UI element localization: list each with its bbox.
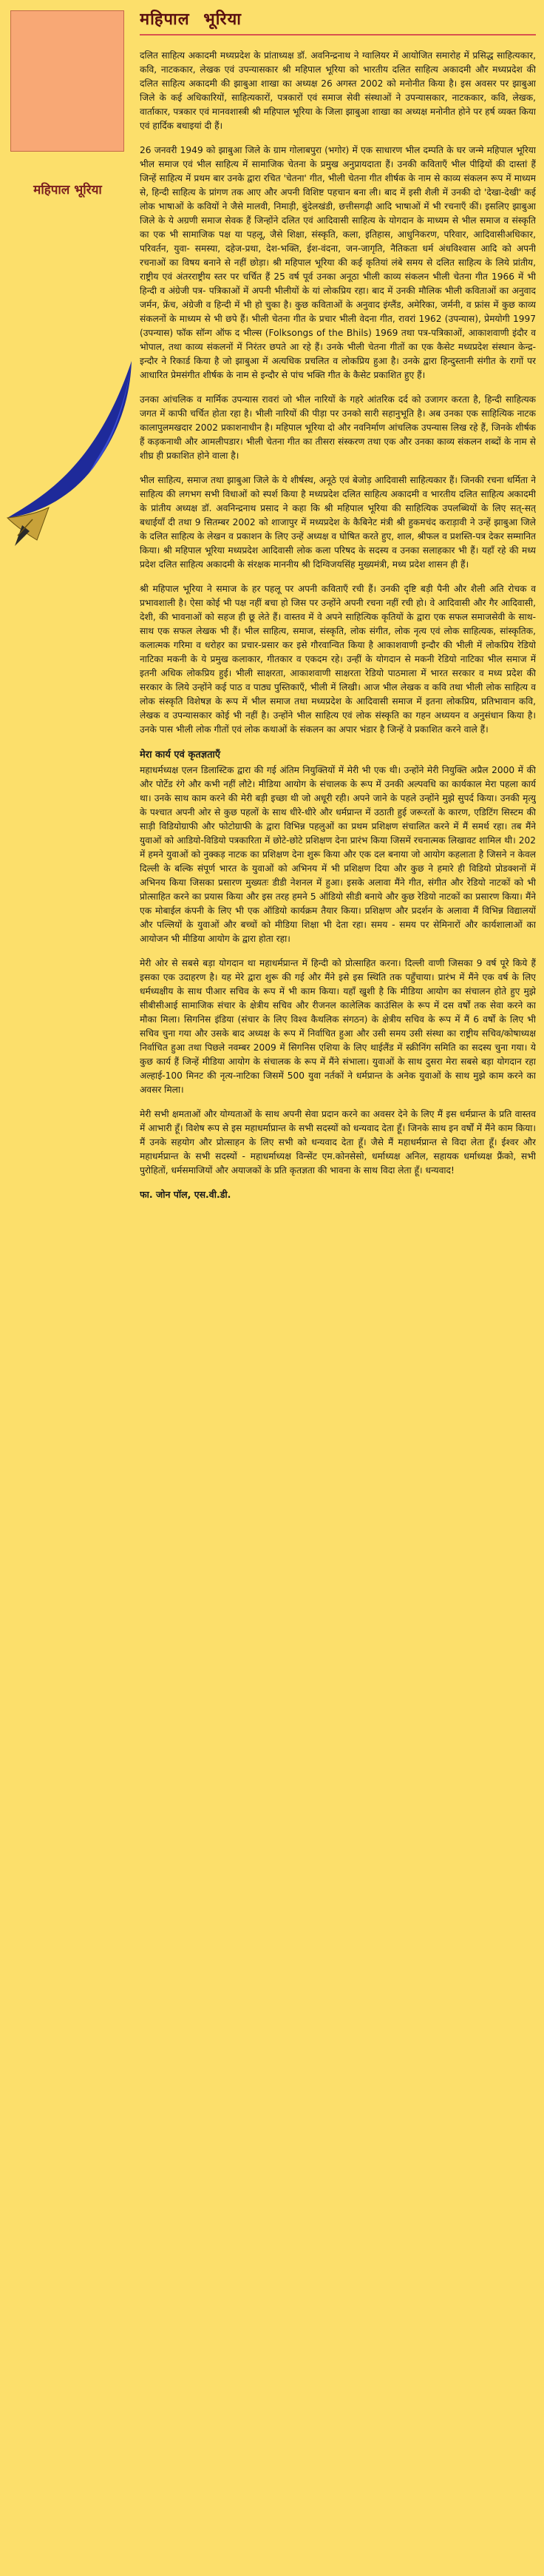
paragraph-4: भील साहित्य, समाज तथा झाबुआ जिले के ये शीर्षस्थ, अनूठे एवं बेजोड़ आदिवासी साहित्यकार हैं। जिनकी रचना धर्मिता ने साहित्य की लगभग सभी विधाओं को स्पर्श किया है मध्यप्रदेश दलित साहित्य अकादमी व भारतीय दलित साहित्य अकादमी के प्रांतीय अध्यक्ष डॉ. अवनिन्द्रनाथ प्रसाद ने कहा कि श्री महिपाल भूरिया की साहित्यिक उपलब्धियों के लिए सत्-सत् बधाईयाँ दी तथा 9 सितम्बर 2002 को शाजापुर में मध्यप्रदेश के कैबिनेट मंत्री श्री हुकमचंद कराड़ावी ने उन्हें झाबुआ जिले के दलित साहित्य के लेखन व प्रकाशन के लिए उन्हें अध्यक्ष व घोषित करते हुए, शाल, श्रीफल व प्रशस्ति-पत्र देकर सम्मानित किया। श्री महिपाल भूरिया मध्यप्रदेश आदिवासी लोक कला परिषद के सदस्य व उनका सलाहकार भी हैं। यहाँ रहे की मध्य प्रदेश दलित साहित्य अकादमी के संरक्षक माननीय श्री दिग्विजयसिंह मुख्यमंत्री, मध्य प्रदेश शासन ही हैं। (140, 475, 536, 570)
paragraph-2: 26 जनवरी 1949 को झाबुआ जिले के ग्राम गोलाबपुरा (भगोर) में एक साधारण भील दम्पति के घर जन्मे महिपाल भूरिया भील समाज एवं भील साहित्य में सामाजिक चेतना के प्रमुख अनुप्रायदाता हैं। उनकी कविताएँ भील पीढ़ियों की दास्तां हैं जिन्हें साहित्य में प्रथम बार उनके द्वारा रचित 'चेतना' गीत, भीली चेतना गीत शीर्षक के नाम से काव्य संकलन रूप में माध्यम से, हिन्दी साहित्य के प्रांगण तक आए और अपनी विशिष्ट पहचान बना ली। बाद में इसी शैली में उनकी दो 'देखा-देखी' कई लोक भाषाओं के कवियों ने जैसे मालवी, निमाड़ी, बुंदेलखंडी, छत्तीसगढ़ी आदि भाषाओं में भी रचनाएँ कीं। इसलिए झाबुआ जिले के ये अग्रणी समाज सेवक हैं जिन्होंने दलित एवं आदिवासी साहित्य के योगदान के माध्यम से भील समाज व संस्कृति का एक भी सामाजिक पक्ष या पहलू, जैसे शिक्षा, संस्कृति, कला, इतिहास, आधुनिकरण, परिवार, आदिवासीअधिकार, परिवर्तन, युवा- समस्या, दहेज-प्रथा, देश-भक्ति, ईश-वंदना, जन-जागृति, नैतिकता धर्म अंधविश्वास आदि को अपनी रचनाओं का विषय बनाने से नहीं छोड़ा। श्री महिपाल भूरिया की कई कृतियां लंबे समय से दलित साहित्य के लिये प्रांतीय, राष्ट्रीय एवं अंतरराष्ट्रीय स्तर पर चर्चित हैं 25 वर्ष पूर्व उनका अनूठा भीली काव्य संकलन भीली चेतना गीत 1966 में भी हिन्दी व अंग्रेजी पत्र- पत्रिकाओं में अपनी भीलीयों के यां लोकप्रिय रहा। बाद में उनकी मौलिक भीली कविताओं का अनुवाद जर्मन, फ्रेंच, अंग्रेजी व हिन्दी में भी हो चुका है। कुछ कविताओं के अनुवाद इंग्लैंड, अमेरिका, जर्मनी, व फ्रांस में कुछ काव्य संकलनों के माध्यम से भी छपे हैं। भीली चेतना गीत के प्रचार भीली वेदना गीत, रावरां 1962 (उपन्यास), प्रेमयोगी 1997 (उपन्यास) फॉक सॉन्ग ऑफ द भील्स (Folksongs of the Bhils) 1969 तथा पत्र-पत्रिकाओं, आकाशवाणी इंदौर व भोपाल, तथा काव्य संकलनों में निरंतर छपते आ रहे हैं। उनके भीली चेतना गीतों का एक कैसेट मध्यप्रदेश संस्थान केन्द्र- इन्दौर ने रिकार्ड किया है जो झाबुआ में अत्यधिक प्रचलित व लोकप्रिय हुआ है। उनके द्वारा हिन्दुस्तानी संगीत के रागों पर आधारित प्रेमसंगीत शीर्षक के नाम से इन्दौर से पांच भक्ति गीत के कैसेट प्रकाशित हुए हैं। (140, 145, 536, 380)
page-title: महिपाल भूरिया (140, 10, 242, 29)
signature: फा. जोन पॉल, एस.वी.डी. (140, 1189, 231, 1200)
section-paragraph-2: मेरी ओर से सबसे बड़ा योगदान था महाधर्मप्रान्त में हिन्दी को प्रोत्साहित करना। दिल्ली वाणी जिसका 9 वर्ष पूरे किये हैं इसका एक उदाहरण है। यह मेरे द्वारा शुरू की गई और मैंने इसे इस स्थिति तक पहुँचाया। प्रारंभ में मैंने एक वर्ष के लिए धर्मध्यक्षीय के साथ पीआर सचिव के रूप में भी काम किया। यहाँ खुशी है कि मीडिया आयोग का संचालन होते हुए मुझे सीबीसीआई सामाजिक संचार के क्षेत्रीय सचिव और रीजनल कालेलिक काउंसिल के रूप में दस वर्षों तक सेवा करने का मौका मिला। सिगनिस इंडिया (संचार के लिए विश्व कैथलिक संगठन) के क्षेत्रीय सचिव के रूप में मैं 6 वर्षों के लिए भी सचिव चुना गया और उसके बाद अध्यक्ष के रूप में निर्वाचित हुआ और उसी समय उसी संस्था का राष्ट्रीय सचिव/कोषाध्यक्ष निर्वाचित हुआ तथा पिछले नवम्बर 2009 में सिगनिस एशिया के लिए थाईलैंड में स्क्रीनिंग समिति का सदस्य चुना गया। ये कुछ कार्य हैं जिन्हें मीडिया आयोग के संचालक के रूप में मैंने संभाला। युवाओं के साथ दुसरा मेरा सबसे बड़ा योगदान रहा अल्हाई-100 मिनट की नृत्य-नाटिका जिसमें 500 युवा नर्तकों ने धर्मप्रान्त के अनेक युवाओं के साथ मुझे काम करने का अवसर मिला। (140, 958, 536, 1095)
section-heading: मेरा कार्य एवं कृतज्ञताएँ (140, 749, 221, 761)
paragraph-5: श्री महिपाल भूरिया ने समाज के हर पहलू पर अपनी कविताएँ रची हैं। उनकी दृष्टि बड़ी पैनी और शैली अति रोचक व प्रभावशाली है। ऐसा कोई भी पक्ष नहीं बचा हो जिस पर उन्होंने अपनी रचना नहीं रची हो। वे आदिवासी और गैर आदिवासी, देशी, की भावनाओं को सहज ही छू लेते हैं। वास्तव में वे अपने साहित्यिक कृतियों के द्वारा एक सफल समाजसेवी के साथ-साथ एक सफल लेखक भी हैं। भील साहित्य, समाज, संस्कृति, लोक संगीत, लोक नृत्य एवं लोक साहित्यक, सांस्कृतिक, कलात्मक गरिमा व धरोहर का प्रचार-प्रसार कर इसे गौरवान्वित किया है आकाशवाणी इन्दौर की भीली में लोकप्रिय रेडियो नाटिका मकनी के ये प्रमुख कलाकार, गीतकार व एकदम रहे। उन्हीं के योगदान से मकनी रेडियो नाटिका भील समाज में इतनी अधिक लोकप्रिय हुई। भीली साक्षरता, आकाशवाणी साक्षरता रेडियो पाठमाला में भारत सरकार व मध्य प्रदेश की सरकार के लिये उन्होंने कई पाठ व पाठ्य पुस्तिकाएँ, भीली में लिखी। आज भील लेखक व कवि तथा भीली लोक साहित्य व लोक संस्कृति विशेषज्ञ के रूप में भील समाज तथा मध्यप्रदेश के आदिवासी समाज में इतना लोकप्रिय, प्रतिभावान कवि, लेखक व उपन्यासकार कोई भी नहीं है। उन्होंने भील साहित्य एवं लोक संस्कृति का गहन अध्ययन व अनुसंधान किया है। उनके पास भीली लोक गीतों एवं लोक कथाओं के संकलन का अपार भंडार है जिन्हें वे प्रकाशित करने वाले हैं। (140, 584, 536, 735)
main-content (140, 0, 536, 2576)
fountain-pen-icon (0, 355, 135, 547)
section-paragraph-1: महाधर्मध्यक्ष एलन डिलास्टिक द्वारा की गई अंतिम नियुक्तियों में मेरी भी एक थी। उन्होंने मेरी नियुक्ति अप्रैल 2000 में की और पोर्टेड रंगे और कभी नहीं लौटे। मीडिया आयोग के संचालक के रूप में उनकी अल्पवधि का कार्यकाल मेरा पहला कार्य था। उनके साथ काम करने की मेरी बड़ी इच्छा थी जो अधूरी रही। अपने जाने के पहले उन्होंने मुझे सुपर्द किया। उनकी मृत्यु के पश्चात अपनी ओर से कुछ पहलों के साथ धीरे-धीरे और धर्मप्रान्त में उठाती हुई जरूरतों के कारण, एडिटिंग सिस्टम की साड़ी विडियोग्राफी और फोटोग्राफी के द्वारा विभिन्न पहलुओं का प्रथम प्रशिक्षण संचालित करने में मैं समर्थ रहा। तब मैंने युवाओं को आडियो-विडियो पत्रकारिता में छोटे-छोटे प्रशिक्षण देना प्रारंभ किया जिसमें रचनात्मक लिखावट शामिल थी। 202 में हमने युवाओं को नुक्कड़ नाटक का प्रशिक्षण देना शुरू किया और एक दल बनाया जो आयोग कहलाता है जिसने न केवल दिल्ली के बल्कि संपूर्ण भारत के युवाओं को अभिनय में भी प्रशिक्षण दिया और कुछ ने हमारे ही विडियो प्रोडक्शनों में अभिनय किया जिसका प्रसारण मुख्यतः डीडी नेशनल में हुआ। इसके अलावा मैंने गीत, संगीत और रेडियो नाटकों को भी प्रोत्साहित करने का प्रयास किया और इस तरह हमने 5 ऑडियो सीडी बनाये और कुछ रेडियो नाटकों का प्रसारण किया। मैंने एक मोबाईल कंपनी के लिए भी एक ऑडियो कार्यक्रम तैयार किया। प्रशिक्षण और प्रदर्शन के अलावा मैं विभिन्न विद्यालयों और पल्लियों के युवाओं और बच्चों को मीडिया शिक्षा भी देता रहा। समय - समय पर सेमिनारों और कार्यशालाओं का आयोजन भी मीडिया आयोग के द्वारा होता रहा। (140, 765, 536, 944)
paragraph-3: उनका आंचलिक व मार्मिक उपन्यास रावरां जो भील नारियों के गहरे आंतरिक दर्द को उजागर करता है, हिन्दी साहित्यक जगत में काफी चर्चित होता रहा है। भीली नारियों की पीड़ा पर उनको सारी सहानुभूति है। अब उनका एक साहित्यिक नाटक कालापुलमखदार 2002 प्रकाशनाधीन है। महिपाल भूरिया दो और नवनिर्माण आंचलिक उपन्यास लिख रहे हैं, जिनके शीर्षक हैं कड़कनाथी और आमलीपडार। भीली चेतना गीत का तीसरा संस्करण तथा एक और उनका काव्य संकलन शब्दों के नाम से शीघ्र ही प्रकाशित होने वाला है। (140, 394, 536, 461)
paragraph-1: दलित साहित्य अकादमी मध्यप्रदेश के प्रांताध्यक्ष डॉ. अवनिन्द्रनाथ ने ग्वालियर में आयोजित समारोह में प्रसिद्ध साहित्यकार, कवि, नाटककार, लेखक एवं उपन्यासकार श्री महिपाल भूरिया को भारतीय दलित साहित्य अकादमी और मध्यप्रदेश की दलित साहित्य अकादमी की झाबुआ शाखा का अध्यक्ष 26 अगस्त 2002 को मनोनीत किया है। इस अवसर पर झाबुआ जिले के कई अधिकारियों, साहित्यकारों, पत्रकारों एवं समाज सेवी संस्थाओं ने उपन्यासकार, नाटककार, कवि, लेखक, वार्ताकार, पत्रकार एवं मानवशास्त्री श्री महिपाल भूरिया के जिला झाबुआ शाखा का अध्यक्ष मनोनीत होने पर हर्ष व्यक्त किया एवं हार्दिक बधाइयां दी हैं। (140, 50, 536, 131)
sidebar (0, 0, 135, 2576)
portrait-frame (10, 10, 124, 152)
section-paragraph-3: मेरी सभी क्षमताओं और योग्यताओं के साथ अपनी सेवा प्रदान करने का अवसर देने के लिए मैं इस धर्मप्रान्त के प्रति वास्तव में आभारी हूँ। विशेष रूप से इस महाधर्माप्रान्त के सभी सदस्यों को धन्यवाद देता हूँ। जिनके साथ इन वर्षों में मैंने काम किया। मैं उनके सहयोग और प्रोत्साहन के लिए सभी को धन्यवाद देता हूँ। जैसे मैं महाधर्मप्रान्त से विदा लेता हूँ। ईश्वर और महाधर्मप्रान्त के सभी सदस्यों - महाधर्माध्यक्ष विन्सेंट एम.कोनसेसो, धर्माध्यक्ष अनिल, सहायक धर्माध्यक्ष फ्रैंको, सभी पुरोहितों, धर्मसमाजियों और अयाजकों के प्रति कृतज्ञता की भावना के साथ विदा लेता हूँ। धन्यवाद! (140, 1109, 536, 1176)
sidebar-author-name: महिपाल भूरिया (33, 183, 102, 198)
title-divider (140, 34, 536, 36)
